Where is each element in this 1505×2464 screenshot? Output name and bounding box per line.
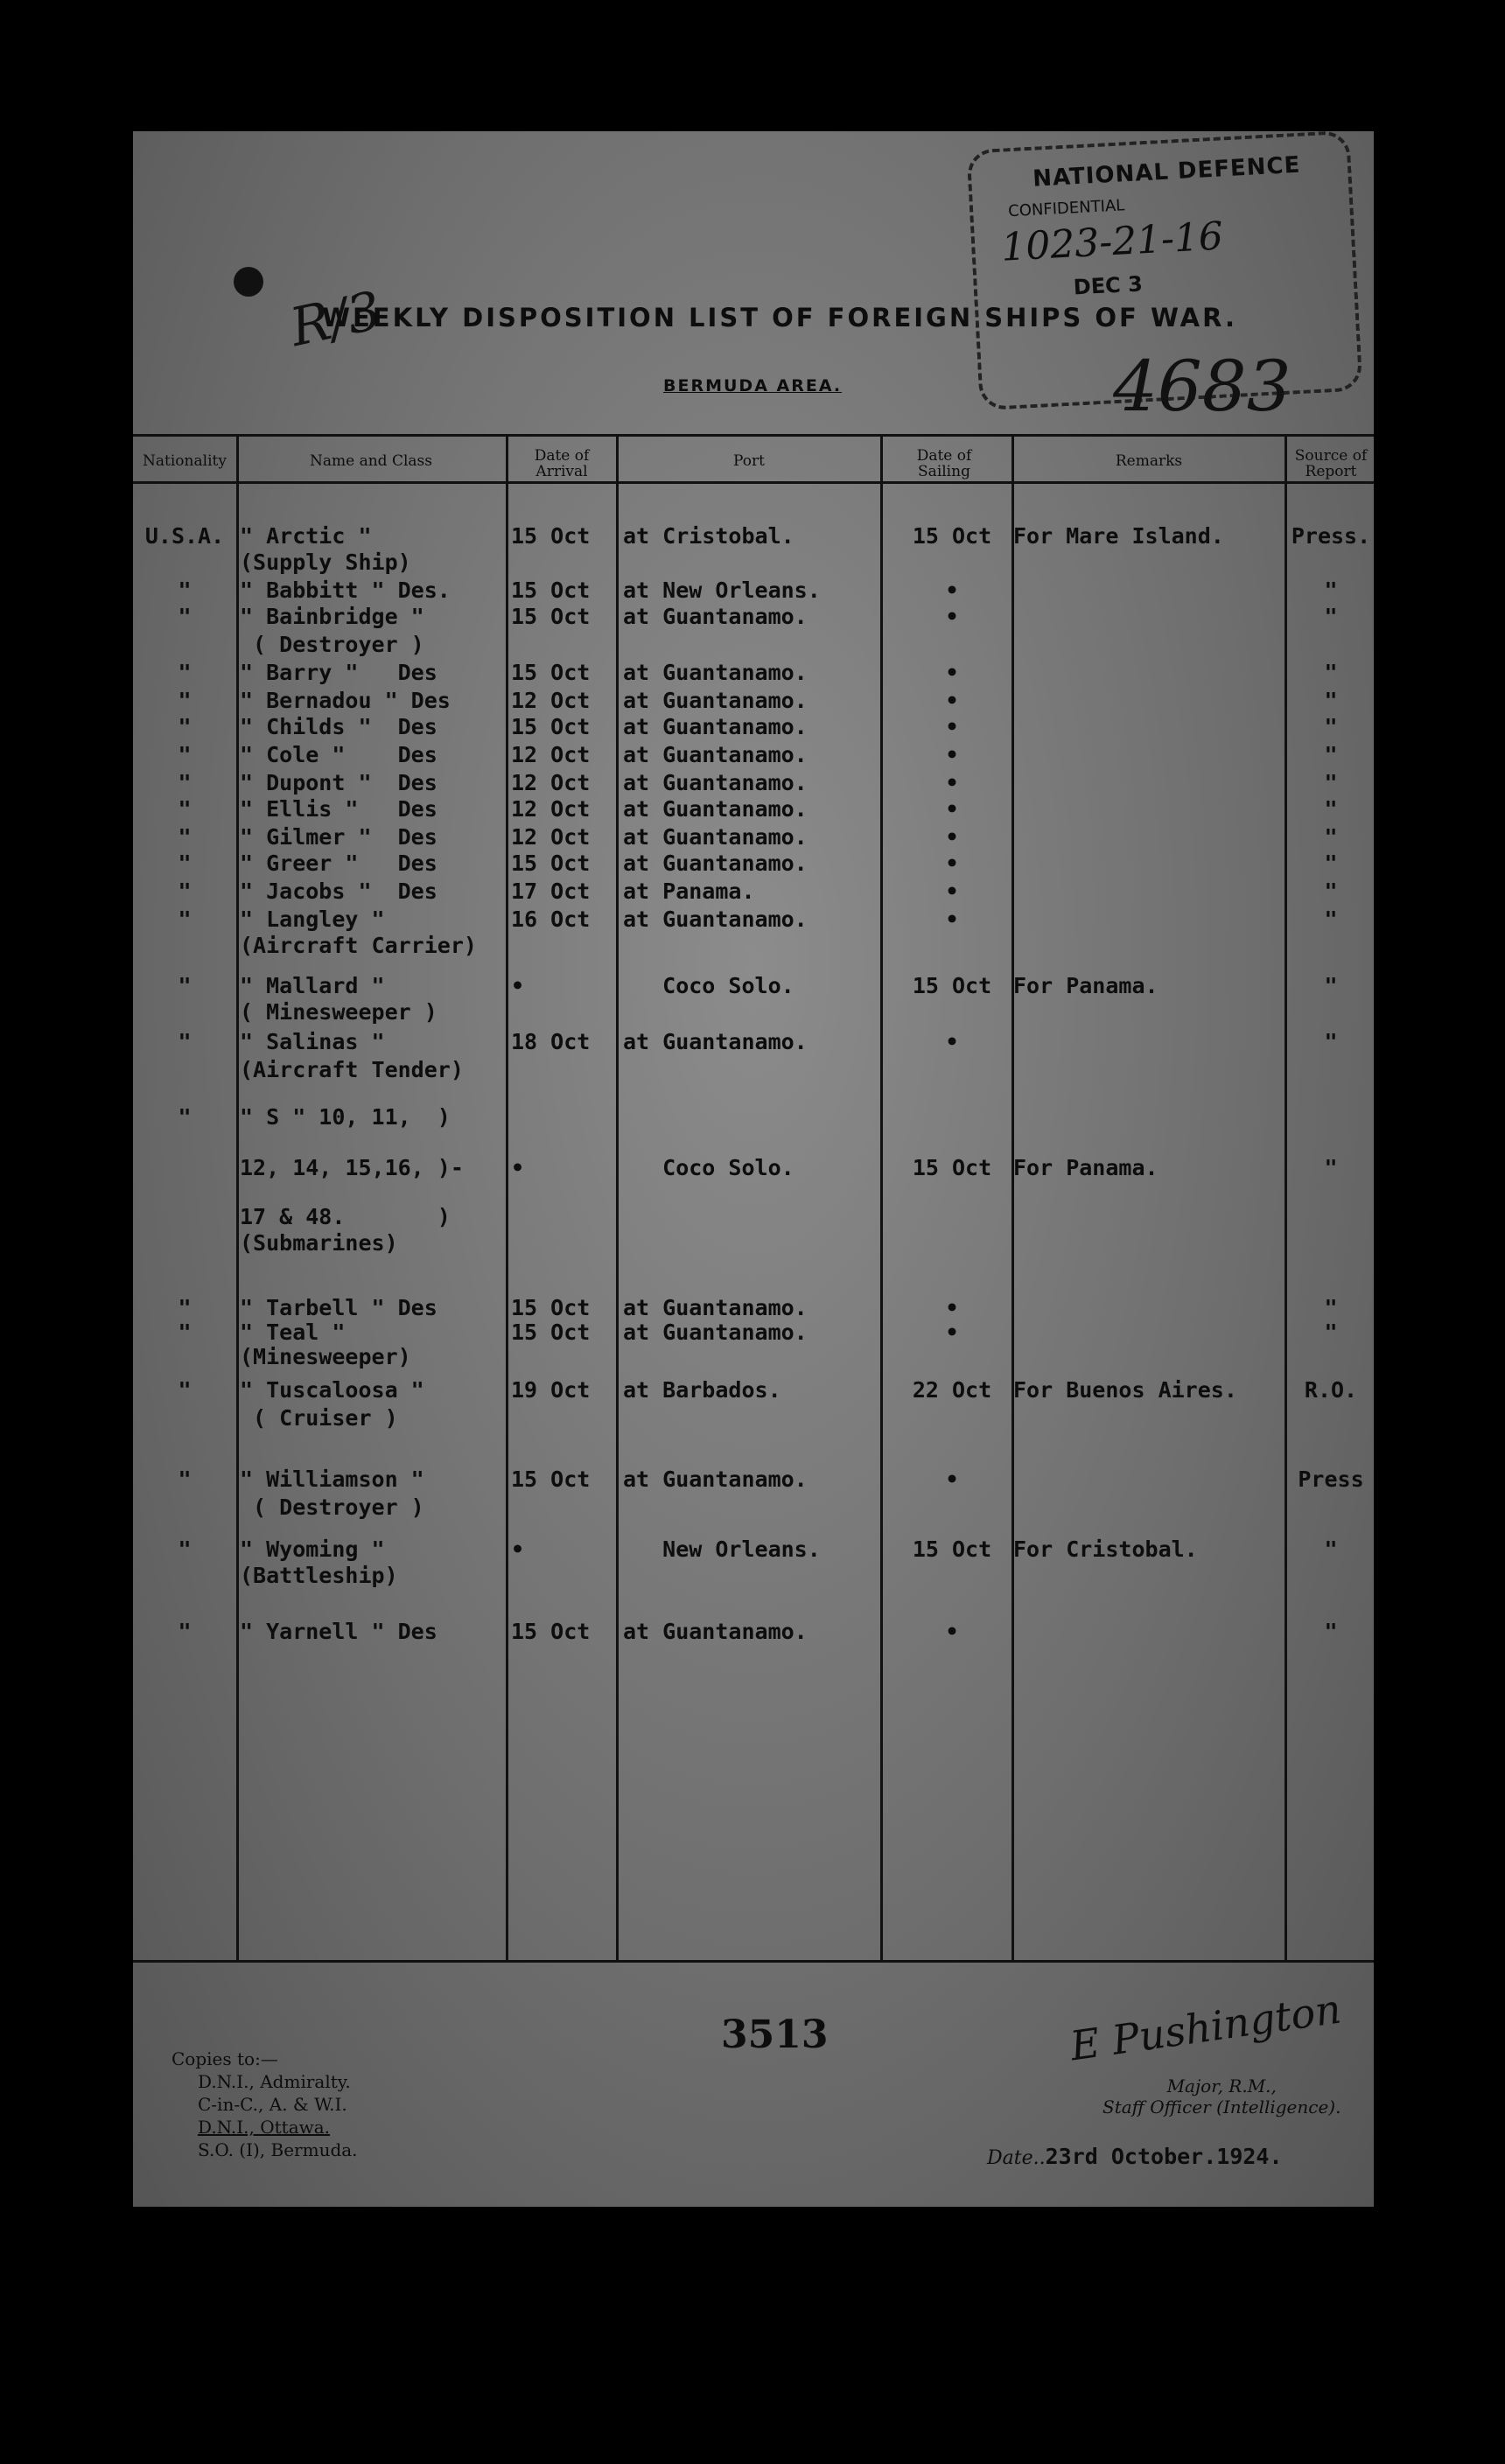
document-number: 3513: [721, 2012, 829, 2057]
stamp-title: NATIONAL DEFENCE: [1032, 151, 1302, 192]
arrival-cell: 15 Oct: [511, 578, 591, 603]
ship-name-cell: (Supply Ship): [240, 550, 411, 575]
source-cell: ": [1324, 1320, 1338, 1345]
date-label: Date..: [987, 2147, 1046, 2169]
handwritten-mark: R/3: [284, 279, 387, 360]
ship-name-cell: ( Minesweeper ): [240, 999, 438, 1025]
port-cell: at Guantanamo.: [623, 906, 808, 932]
sailing-cell: •: [945, 770, 959, 795]
sailing-cell: 22 Oct: [912, 1377, 992, 1403]
ship-name-cell: " Babbitt " Des.: [240, 578, 451, 603]
port-cell: at Barbados.: [623, 1377, 781, 1403]
arrival-cell: 17 Oct: [511, 878, 591, 904]
sailing-cell: •: [945, 688, 959, 713]
col-header-name: Name and Class: [310, 452, 432, 470]
source-cell: ": [1324, 878, 1338, 904]
arrival-cell: 12 Oct: [511, 796, 591, 822]
port-cell: at Guantanamo.: [623, 1295, 808, 1320]
remarks-cell: For Buenos Aires.: [1013, 1377, 1237, 1403]
ship-name-cell: " Yarnell " Des: [240, 1619, 438, 1644]
sailing-cell: •: [945, 714, 959, 739]
arrival-cell: 15 Oct: [511, 1466, 591, 1492]
punch-hole: [234, 267, 263, 297]
nationality-cell: ": [178, 742, 192, 767]
col-header-nationality: Nationality: [143, 452, 227, 470]
ship-name-cell: (Submarines): [240, 1230, 398, 1256]
arrival-cell: 15 Oct: [511, 1295, 591, 1320]
ship-name-cell: " Ellis " Des: [240, 796, 438, 822]
source-cell: R.O.: [1304, 1377, 1358, 1403]
sailing-cell: 15 Oct: [912, 1536, 992, 1562]
source-cell: ": [1324, 1536, 1338, 1562]
nationality-cell: ": [178, 714, 192, 739]
port-cell: at Guantanamo.: [623, 1029, 808, 1054]
arrival-cell: 15 Oct: [511, 523, 591, 549]
remarks-cell: For Cristobal.: [1013, 1536, 1198, 1562]
ship-name-cell: " Williamson ": [240, 1466, 424, 1492]
remarks-cell: For Panama.: [1013, 1155, 1158, 1180]
ship-name-cell: 12, 14, 15,16, )-: [240, 1155, 464, 1180]
column-divider: [1284, 436, 1287, 1960]
arrival-cell: 15 Oct: [511, 850, 591, 876]
port-cell: Coco Solo.: [623, 973, 794, 998]
column-divider: [506, 436, 508, 1960]
sailing-cell: •: [945, 578, 959, 603]
port-cell: at Cristobal.: [623, 523, 794, 549]
source-cell: ": [1324, 688, 1338, 713]
ship-name-cell: " Teal ": [240, 1320, 346, 1345]
ship-name-cell: " Bernadou " Des: [240, 688, 451, 713]
arrival-cell: 15 Oct: [511, 714, 591, 739]
source-cell: ": [1324, 1029, 1338, 1054]
nationality-cell: ": [178, 604, 192, 629]
ship-name-cell: " Arctic ": [240, 523, 372, 549]
port-cell: at Guantanamo.: [623, 660, 808, 685]
signature: E Pushington: [1067, 1984, 1344, 2070]
sailing-cell: •: [945, 906, 959, 932]
arrival-cell: 16 Oct: [511, 906, 591, 932]
ship-name-cell: ( Cruiser ): [240, 1405, 398, 1431]
source-cell: ": [1324, 742, 1338, 767]
nationality-cell: ": [178, 1377, 192, 1403]
port-cell: at Guantanamo.: [623, 714, 808, 739]
port-cell: at Guantanamo.: [623, 770, 808, 795]
copy-recipient: C-in-C., A. & W.I.: [198, 2094, 347, 2115]
ship-name-cell: (Minesweeper): [240, 1344, 411, 1369]
port-cell: at Guantanamo.: [623, 824, 808, 850]
arrival-cell: 15 Oct: [511, 1320, 591, 1345]
ship-name-cell: " Mallard ": [240, 973, 385, 998]
nationality-cell: ": [178, 770, 192, 795]
col-header-arrival: Date of Arrival: [534, 447, 590, 480]
signatory-rank: Major, R.M.,: [1166, 2076, 1277, 2096]
ship-name-cell: (Aircraft Carrier): [240, 933, 477, 958]
signatory-office: Staff Officer (Intelligence).: [1102, 2096, 1341, 2118]
remarks-cell: For Mare Island.: [1013, 523, 1224, 549]
source-cell: ": [1324, 604, 1338, 629]
ship-name-cell: " Tarbell " Des: [240, 1295, 438, 1320]
area-heading: BERMUDA AREA.: [663, 376, 843, 396]
source-cell: Press.: [1291, 523, 1371, 549]
sailing-cell: •: [945, 1320, 959, 1345]
port-cell: New Orleans.: [623, 1536, 821, 1562]
sailing-cell: •: [945, 742, 959, 767]
copy-recipient: S.O. (I), Bermuda.: [198, 2139, 358, 2160]
col-header-sailing: Date of Sailing: [916, 447, 972, 480]
ship-name-cell: ( Destroyer ): [240, 632, 424, 657]
stamp-subtitle: CONFIDENTIAL: [1007, 196, 1125, 221]
source-cell: ": [1324, 973, 1338, 998]
sailing-cell: •: [945, 660, 959, 685]
sailing-cell: •: [945, 1619, 959, 1644]
arrival-cell: 15 Oct: [511, 604, 591, 629]
port-cell: at Guantanamo.: [623, 1320, 808, 1345]
sailing-cell: •: [945, 796, 959, 822]
source-cell: ": [1324, 1619, 1338, 1644]
column-divider: [236, 436, 239, 1960]
port-cell: at Guantanamo.: [623, 796, 808, 822]
port-cell: at Guantanamo.: [623, 1619, 808, 1644]
copy-recipient: D.N.I., Ottawa.: [198, 2117, 331, 2138]
ship-name-cell: " Tuscaloosa ": [240, 1377, 424, 1403]
nationality-cell: ": [178, 688, 192, 713]
arrival-cell: 12 Oct: [511, 688, 591, 713]
ship-name-cell: (Battleship): [240, 1563, 398, 1588]
sailing-cell: •: [945, 1029, 959, 1054]
stamp-date: DEC 3: [1073, 271, 1144, 300]
stamp-file-number: 1023-21-16: [1000, 214, 1225, 270]
nationality-cell: ": [178, 878, 192, 904]
copies-list: [172, 2048, 358, 2161]
sailing-cell: •: [945, 850, 959, 876]
source-cell: Press: [1298, 1466, 1364, 1492]
arrival-cell: •: [511, 1155, 525, 1180]
document-date: [987, 2144, 1283, 2169]
ship-name-cell: " S " 10, 11, ): [240, 1104, 451, 1130]
sailing-cell: 15 Oct: [912, 523, 992, 549]
remarks-cell: For Panama.: [1013, 973, 1158, 998]
copy-recipient: D.N.I., Admiralty.: [198, 2071, 351, 2092]
ship-name-cell: " Dupont " Des: [240, 770, 438, 795]
ship-name-cell: " Greer " Des: [240, 850, 438, 876]
nationality-cell: ": [178, 578, 192, 603]
nationality-cell: ": [178, 1536, 192, 1562]
source-cell: ": [1324, 1155, 1338, 1180]
sailing-cell: •: [945, 878, 959, 904]
port-cell: at New Orleans.: [623, 578, 821, 603]
col-header-remarks: Remarks: [1115, 452, 1183, 470]
source-cell: ": [1324, 714, 1338, 739]
ship-name-cell: " Langley ": [240, 906, 385, 932]
header-rule: [133, 481, 1374, 484]
source-cell: ": [1324, 770, 1338, 795]
sailing-cell: 15 Oct: [912, 1155, 992, 1180]
arrival-cell: •: [511, 1536, 525, 1562]
arrival-cell: 12 Oct: [511, 824, 591, 850]
arrival-cell: 18 Oct: [511, 1029, 591, 1054]
table-bottom-rule: [133, 1960, 1374, 1963]
document-title: WEEKLY DISPOSITION LIST OF FOREIGN SHIPS OF WAR.: [322, 303, 1237, 332]
nationality-cell: ": [178, 973, 192, 998]
arrival-cell: •: [511, 973, 525, 998]
arrival-cell: 15 Oct: [511, 660, 591, 685]
nationality-cell: ": [178, 1295, 192, 1320]
source-cell: ": [1324, 660, 1338, 685]
source-cell: ": [1324, 824, 1338, 850]
folio-number: 4683: [1113, 346, 1292, 427]
arrival-cell: 12 Oct: [511, 770, 591, 795]
nationality-cell: ": [178, 660, 192, 685]
source-cell: ": [1324, 1295, 1338, 1320]
ship-name-cell: " Barry " Des: [240, 660, 438, 685]
nationality-cell: ": [178, 1029, 192, 1054]
nationality-cell: ": [178, 1466, 192, 1492]
port-cell: at Guantanamo.: [623, 604, 808, 629]
column-divider: [616, 436, 619, 1960]
ship-name-cell: " Salinas ": [240, 1029, 385, 1054]
signatory-title: [1102, 2076, 1340, 2118]
column-divider: [880, 436, 883, 1960]
sailing-cell: •: [945, 824, 959, 850]
sailing-cell: •: [945, 1466, 959, 1492]
nationality-cell: ": [178, 1320, 192, 1345]
table-top-rule: [133, 434, 1374, 437]
arrival-cell: 15 Oct: [511, 1619, 591, 1644]
nationality-cell: ": [178, 906, 192, 932]
nationality-cell: ": [178, 1104, 192, 1130]
ship-name-cell: " Gilmer " Des: [240, 824, 438, 850]
nationality-cell: ": [178, 1619, 192, 1644]
ship-name-cell: ( Destroyer ): [240, 1494, 424, 1520]
nationality-cell: ": [178, 796, 192, 822]
port-cell: Coco Solo.: [623, 1155, 794, 1180]
port-cell: at Guantanamo.: [623, 742, 808, 767]
source-cell: ": [1324, 796, 1338, 822]
col-header-source: Source of Report: [1294, 447, 1368, 480]
sailing-cell: 15 Oct: [912, 973, 992, 998]
port-cell: at Panama.: [623, 878, 755, 904]
col-header-port: Port: [733, 452, 765, 470]
ship-name-cell: " Wyoming ": [240, 1536, 385, 1562]
ship-name-cell: " Childs " Des: [240, 714, 438, 739]
document-sheet: [133, 131, 1374, 2207]
ship-name-cell: " Cole " Des: [240, 742, 438, 767]
ship-name-cell: (Aircraft Tender): [240, 1057, 464, 1082]
copies-label: Copies to:—: [172, 2048, 278, 2069]
arrival-cell: 12 Oct: [511, 742, 591, 767]
port-cell: at Guantanamo.: [623, 850, 808, 876]
ship-name-cell: " Jacobs " Des: [240, 878, 438, 904]
sailing-cell: •: [945, 604, 959, 629]
nationality-cell: ": [178, 824, 192, 850]
arrival-cell: 19 Oct: [511, 1377, 591, 1403]
source-cell: ": [1324, 578, 1338, 603]
port-cell: at Guantanamo.: [623, 688, 808, 713]
nationality-cell: U.S.A.: [144, 523, 225, 549]
source-cell: ": [1324, 906, 1338, 932]
ship-name-cell: " Bainbridge ": [240, 604, 424, 629]
port-cell: at Guantanamo.: [623, 1466, 808, 1492]
ship-name-cell: 17 & 48. ): [240, 1204, 451, 1229]
date-value: 23rd October.1924.: [1045, 2144, 1283, 2169]
sailing-cell: •: [945, 1295, 959, 1320]
nationality-cell: ": [178, 850, 192, 876]
source-cell: ": [1324, 850, 1338, 876]
